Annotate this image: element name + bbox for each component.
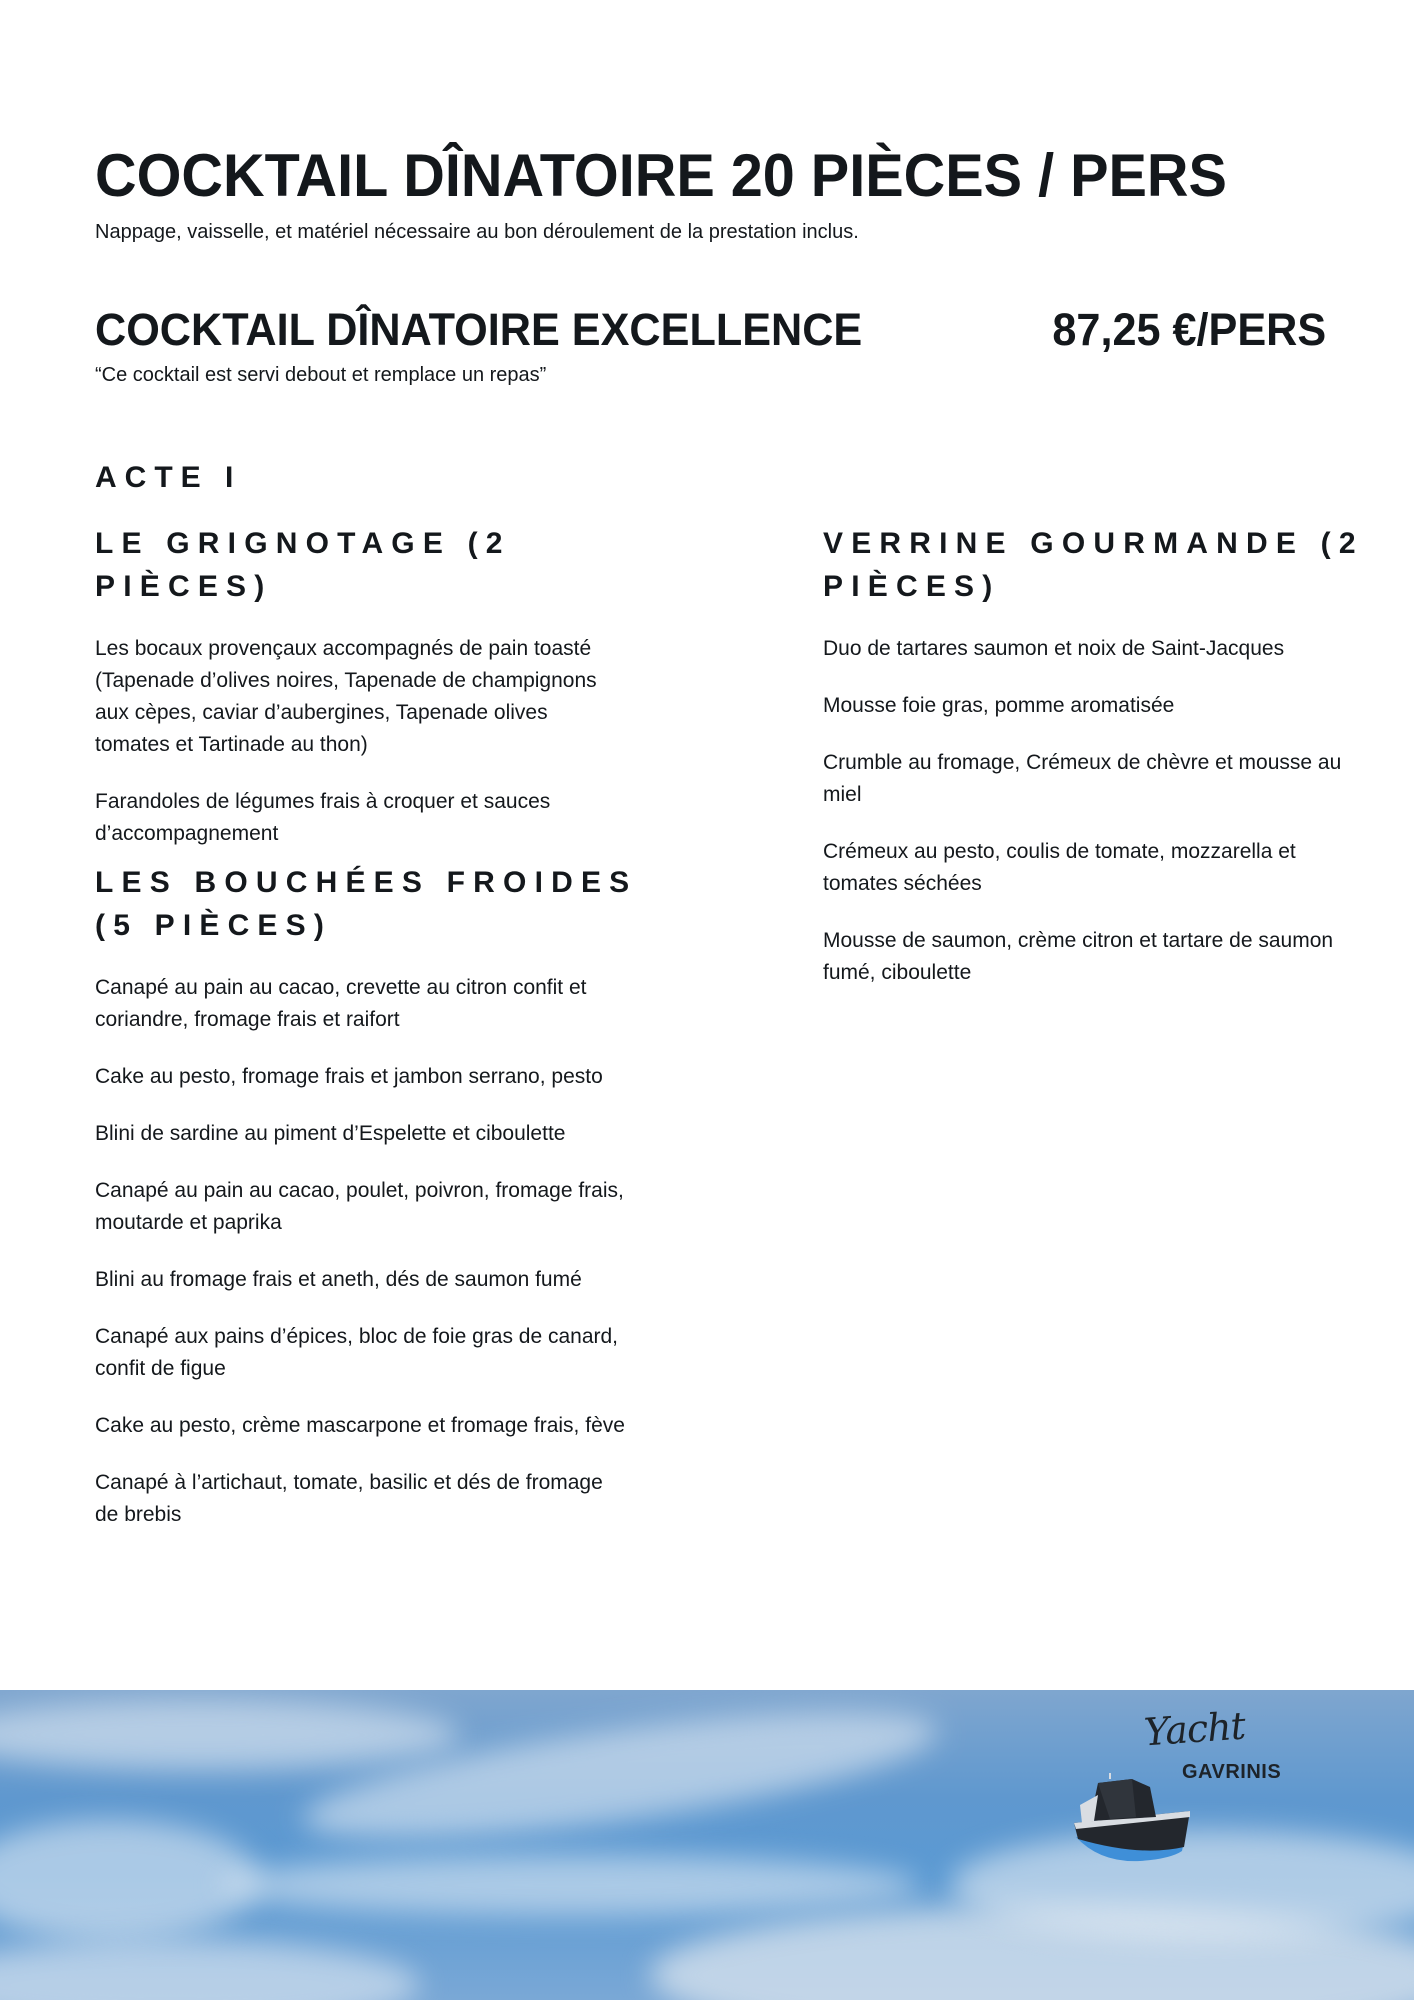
menu-item: Crumble au fromage, Crémeux de chèvre et mousse au miel xyxy=(823,751,1342,806)
item-list-bouchees xyxy=(95,972,655,1531)
logo-script: Yacht xyxy=(1142,1703,1247,1755)
menu-item: Cake au pesto, crème mascarpone et fromage frais, fève xyxy=(95,1414,625,1437)
logo xyxy=(1070,1705,1290,1865)
cloud xyxy=(0,1820,260,1940)
menu-item: Crémeux au pesto, coulis de tomate, mozzarella et tomates séchées xyxy=(823,840,1296,895)
menu-item: Mousse de saumon, crème citron et tartare de saumon fumé, ciboulette xyxy=(823,929,1334,984)
cloud xyxy=(0,1700,460,1770)
menu-item: Farandoles de légumes frais à croquer et sauces d’accompagnement xyxy=(95,790,551,845)
right-column xyxy=(823,522,1383,1014)
section-verrine xyxy=(823,522,1383,989)
menu-item: Canapé au pain au cacao, crevette au citron confit et coriandre, fromage frais et raifort xyxy=(95,976,587,1031)
menu-item: Canapé aux pains d’épices, bloc de foie gras de canard, confit de figue xyxy=(95,1325,619,1380)
menu-item: Duo de tartares saumon et noix de Saint-Jacques xyxy=(823,637,1285,660)
section-grignotage xyxy=(95,522,655,850)
boat-icon xyxy=(1070,1765,1210,1865)
section-heading-verrine: VERRINE GOURMANDE (2 PIÈCES) xyxy=(823,527,1364,603)
item-list-verrine xyxy=(823,633,1383,989)
menu-item: Mousse foie gras, pomme aromatisée xyxy=(823,694,1175,717)
page-title: COCKTAIL DÎNATOIRE 20 PIÈCES / PERS xyxy=(95,142,1227,209)
menu-item: Les bocaux provençaux accompagnés de pain toasté (Tapenade d’olives noires, Tapenade de champignons aux cèpes, caviar d’aubergines, Tapenade olives tomates et Tartinade au thon) xyxy=(95,637,597,756)
menu-item: Canapé à l’artichaut, tomate, basilic et dés de fromage de brebis xyxy=(95,1471,603,1526)
section-heading-grignotage: LE GRIGNOTAGE (2 PIÈCES) xyxy=(95,527,511,603)
menu-item: Cake au pesto, fromage frais et jambon serrano, pesto xyxy=(95,1065,603,1088)
logo-wordmark: GAVRINIS xyxy=(1182,1761,1282,1783)
page-subtitle: Nappage, vaisselle, et matériel nécessaire au bon déroulement de la prestation inclus. xyxy=(95,221,859,243)
offer-price: 87,25 €/PERS xyxy=(1052,304,1326,355)
menu-item: Blini au fromage frais et aneth, dés de saumon fumé xyxy=(95,1268,582,1291)
item-list-grignotage xyxy=(95,633,655,850)
offer-quote: “Ce cocktail est servi debout et remplace un repas” xyxy=(95,364,547,386)
cloud xyxy=(220,1855,920,1915)
cloud xyxy=(0,1940,420,2000)
section-bouchees xyxy=(95,861,655,1531)
acte-heading: ACTE I xyxy=(95,461,242,494)
menu-item: Blini de sardine au piment d’Espelette et ciboulette xyxy=(95,1122,566,1145)
menu-item: Canapé au pain au cacao, poulet, poivron, fromage frais, moutarde et paprika xyxy=(95,1179,624,1234)
offer-title: COCKTAIL DÎNATOIRE EXCELLENCE xyxy=(95,304,863,355)
section-heading-bouchees: LES BOUCHÉES FROIDES (5 PIÈCES) xyxy=(95,866,638,942)
left-column xyxy=(95,522,655,1556)
